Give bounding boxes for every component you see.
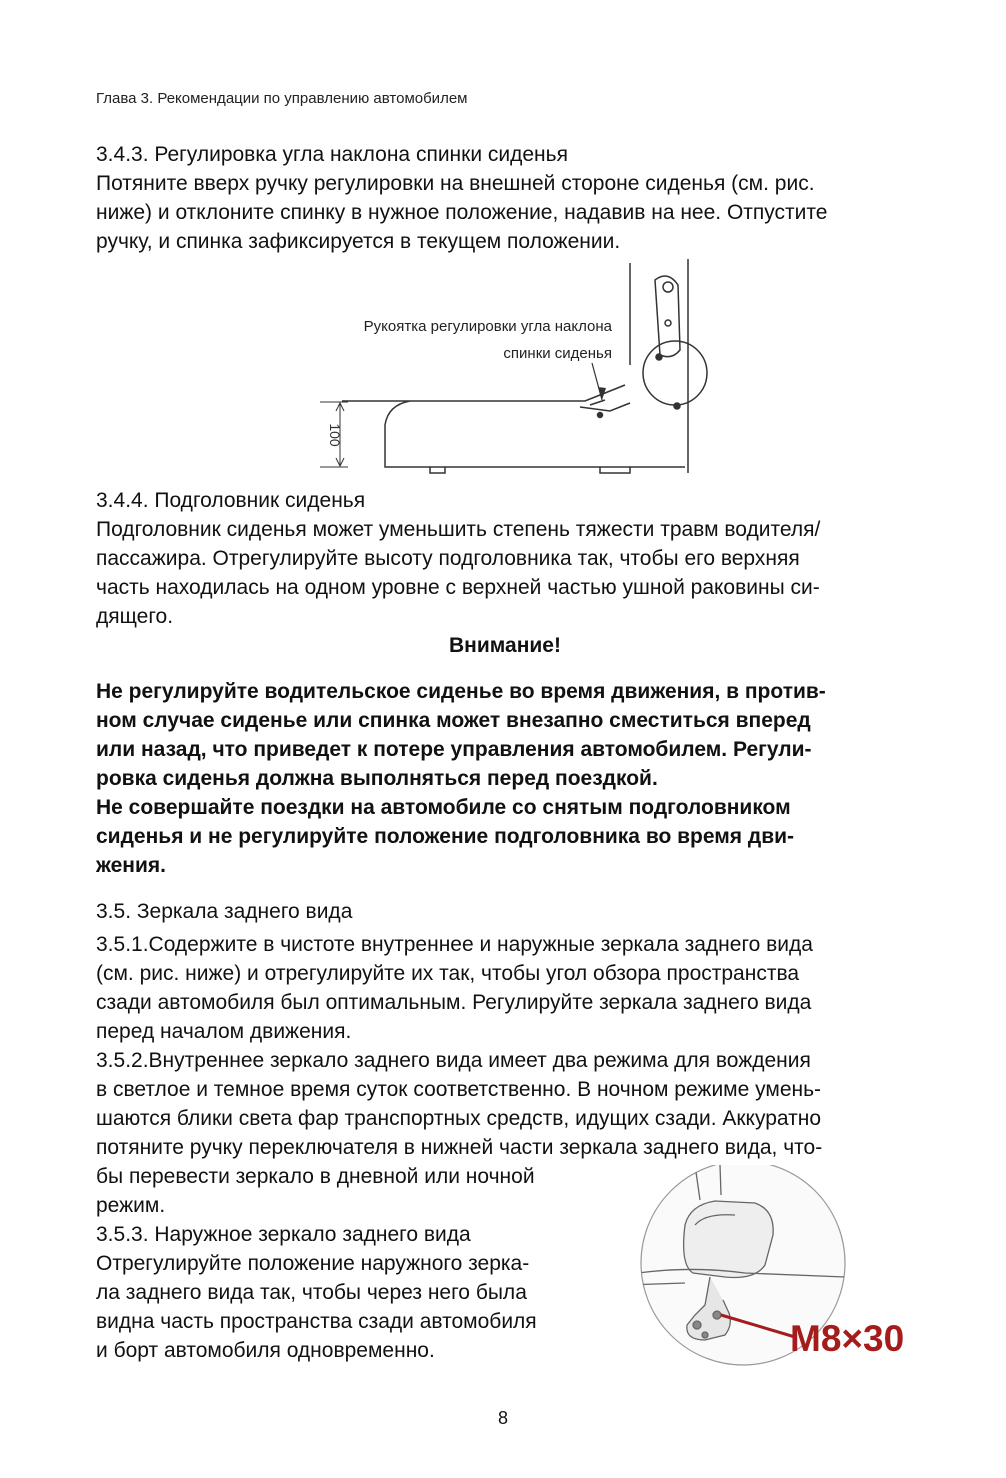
dimension-label: 100 bbox=[327, 423, 343, 447]
paragraph-353 bbox=[96, 1249, 596, 1365]
text-line: видна часть пространства сзади автомобиля bbox=[96, 1310, 537, 1333]
section-title-35: 3.5. Зеркала заднего вида bbox=[96, 900, 353, 923]
chapter-header: Глава 3. Рекомендации по управлению автомобилем bbox=[96, 90, 468, 107]
text-line: ла заднего вида так, чтобы через него была bbox=[96, 1281, 527, 1304]
text-line: бы перевести зеркало в дневной или ночной bbox=[96, 1165, 535, 1188]
seat-recline-figure bbox=[300, 255, 710, 480]
paragraph-352-tail bbox=[96, 1162, 596, 1220]
text-line: жения. bbox=[96, 854, 166, 877]
text-line: Отрегулируйте положение наружного зерка- bbox=[96, 1252, 530, 1275]
figure1-label-2: спинки сиденья bbox=[503, 345, 612, 362]
warning-title: Внимание! bbox=[449, 634, 561, 657]
text-line: ном случае сиденье или спинка может внезапно сместиться вперед bbox=[96, 709, 811, 732]
text-line: 3.5.1.Содержите в чистоте внутреннее и наружные зеркала заднего вида bbox=[96, 933, 813, 956]
section-title-353: 3.5.3. Наружное зеркало заднего вида bbox=[96, 1223, 471, 1246]
text-line: сзади автомобиля был оптимальным. Регулируйте зеркала заднего вида bbox=[96, 991, 812, 1014]
text-line: режим. bbox=[96, 1194, 166, 1217]
paragraph-351 bbox=[96, 930, 914, 1046]
figure1-label-1: Рукоятка регулировки угла наклона bbox=[363, 318, 612, 335]
page-number: 8 bbox=[497, 1408, 508, 1428]
paragraph-344 bbox=[96, 515, 914, 631]
text-line: (см. рис. ниже) и отрегулируйте их так, чтобы угол обзора пространства bbox=[96, 962, 800, 985]
text-line: Подголовник сиденья может уменьшить степень тяжести травм водителя/ bbox=[96, 518, 821, 541]
text-line: в светлое и темное время суток соответственно. В ночном режиме умень- bbox=[96, 1078, 822, 1101]
section-title-343: 3.4.3. Регулировка угла наклона спинки сиденья bbox=[96, 143, 568, 166]
text-line: дящего. bbox=[96, 605, 174, 628]
text-line: перед началом движения. bbox=[96, 1020, 352, 1043]
text-line: шаются блики света фар транспортных средств, идущих сзади. Аккуратно bbox=[96, 1107, 822, 1130]
text-line: Потяните вверх ручку регулировки на внешней стороне сиденья (см. рис. bbox=[96, 172, 815, 195]
bolt-size-label: M8×30 bbox=[790, 1318, 905, 1359]
text-line: потяните ручку переключателя в нижней части зеркала заднего вида, что- bbox=[96, 1136, 823, 1159]
section-title-344: 3.4.4. Подголовник сиденья bbox=[96, 489, 366, 512]
text-line: часть находилась на одном уровне с верхней частью ушной раковины си- bbox=[96, 576, 820, 599]
text-line: пассажира. Отрегулируйте высоту подголовника так, чтобы его верхняя bbox=[96, 547, 800, 570]
text-line: ниже) и отклоните спинку в нужное положение, надавив на нее. Отпустите bbox=[96, 201, 828, 224]
text-line: ровка сиденья должна выполняться перед поездкой. bbox=[96, 767, 658, 790]
text-line: 3.5.2.Внутреннее зеркало заднего вида имеет два режима для вождения bbox=[96, 1049, 811, 1072]
text-line: ручку, и спинка зафиксируется в текущем положении. bbox=[96, 230, 621, 253]
paragraph-352 bbox=[96, 1046, 914, 1162]
text-line: Не совершайте поездки на автомобиле со снятым подголовником bbox=[96, 796, 791, 819]
text-line: сиденья и не регулируйте положение подголовника во время дви- bbox=[96, 825, 795, 848]
paragraph-343 bbox=[96, 169, 914, 256]
text-line: и борт автомобиля одновременно. bbox=[96, 1339, 435, 1362]
text-line: Не регулируйте водительское сиденье во время движения, в против- bbox=[96, 680, 826, 703]
warning-text bbox=[96, 677, 914, 880]
text-line: или назад, что приведет к потере управления автомобилем. Регули- bbox=[96, 738, 812, 761]
